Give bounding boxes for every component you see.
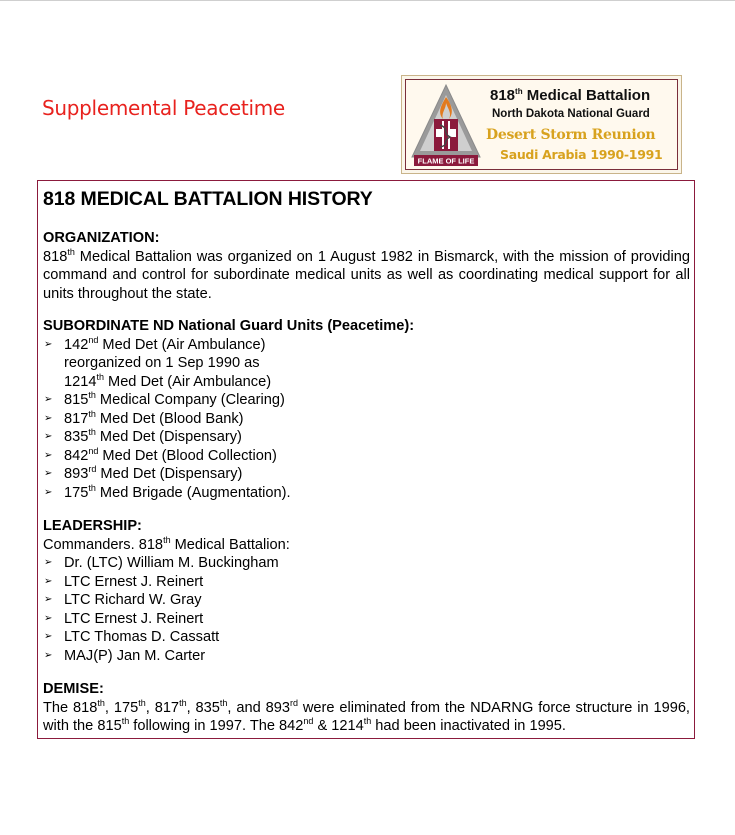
arrow-bullet-icon: ➢ — [44, 486, 53, 498]
battalion-logo-banner — [401, 75, 682, 174]
medical-emblem-icon — [410, 83, 482, 167]
top-divider — [0, 0, 735, 1]
emblem-caption: FLAME OF LIFE — [417, 156, 475, 166]
list-item: ➢ LTC Richard W. Gray — [44, 592, 202, 608]
list-item: ➢ 817th Med Det (Blood Bank) — [44, 408, 244, 427]
logo-guard-name: North Dakota National Guard — [492, 108, 650, 120]
list-item: ➢ LTC Ernest J. Reinert — [44, 610, 204, 627]
list-item: ➢ 142nd Med Det (Air Ambulance) — [44, 334, 266, 353]
subordinate-units-list — [43, 336, 690, 503]
list-item: ➢ 893rd Med Det (Dispensary) — [44, 464, 243, 482]
list-item: ➢ MAJ(P) Jan M. Carter — [44, 647, 206, 664]
demise-heading: DEMISE: — [43, 681, 104, 697]
logo-inner-frame — [405, 79, 678, 170]
demise-paragraph: The 818th, 175th, 817th, 835th, and 893rd were eliminated from the NDARNG force structure in 1996, with the 815th following in 1997. The 842nd & 1214th had been inactivated in 1995. — [43, 697, 690, 734]
logo-reunion-location: Saudi Arabia 1990-1991 — [500, 147, 663, 162]
list-item: ➢ 842nd Med Det (Blood Collection) — [44, 445, 277, 464]
history-content — [43, 185, 690, 736]
commanders-list — [43, 554, 690, 665]
organization-paragraph: 818th Medical Battalion was organized on 1 August 1982 in Bismarck, with the mission of providing command and control for subordinate medical units as well as coordinating medical support for all units throughout the state. — [43, 246, 690, 302]
arrow-bullet-icon: ➢ — [44, 612, 53, 624]
list-item: ➢ 815th Medical Company (Clearing) — [44, 390, 285, 408]
page-title: Supplemental Peacetime — [42, 96, 285, 120]
list-item: ➢ LTC Ernest J. Reinert — [44, 573, 204, 590]
arrow-bullet-icon: ➢ — [44, 394, 53, 405]
arrow-bullet-icon: ➢ — [44, 575, 53, 587]
arrow-bullet-icon: ➢ — [44, 631, 53, 642]
organization-heading: ORGANIZATION: — [43, 230, 160, 246]
subordinate-heading: SUBORDINATE ND National Guard Units (Peacetime): — [43, 318, 415, 334]
list-item: ➢ Dr. (LTC) William M. Buckingham — [44, 555, 279, 571]
list-item-continuation: reorganized on 1 Sep 1990 as — [64, 355, 260, 371]
arrow-bullet-icon: ➢ — [44, 468, 53, 479]
logo-battalion-name: 818th Medical Battalion — [490, 87, 651, 104]
leadership-intro: Commanders. 818th Medical Battalion: — [43, 534, 290, 553]
history-title: 818 MEDICAL BATTALION HISTORY — [43, 188, 373, 210]
arrow-bullet-icon: ➢ — [44, 338, 53, 350]
leadership-heading: LEADERSHIP: — [43, 518, 142, 534]
arrow-bullet-icon: ➢ — [44, 557, 53, 568]
list-item: ➢ 835th Med Det (Dispensary) — [44, 427, 242, 445]
arrow-bullet-icon: ➢ — [44, 431, 53, 442]
arrow-bullet-icon: ➢ — [44, 412, 53, 424]
list-item-continuation: 1214th Med Det (Air Ambulance) — [64, 371, 272, 390]
arrow-bullet-icon: ➢ — [44, 649, 53, 661]
list-item: ➢ 175th Med Brigade (Augmentation). — [44, 482, 291, 501]
history-box — [37, 180, 695, 739]
arrow-bullet-icon: ➢ — [44, 449, 53, 461]
list-item: ➢ LTC Thomas D. Cassatt — [44, 629, 220, 645]
arrow-bullet-icon: ➢ — [44, 594, 53, 605]
logo-reunion-title: Desert Storm Reunion — [486, 127, 656, 143]
